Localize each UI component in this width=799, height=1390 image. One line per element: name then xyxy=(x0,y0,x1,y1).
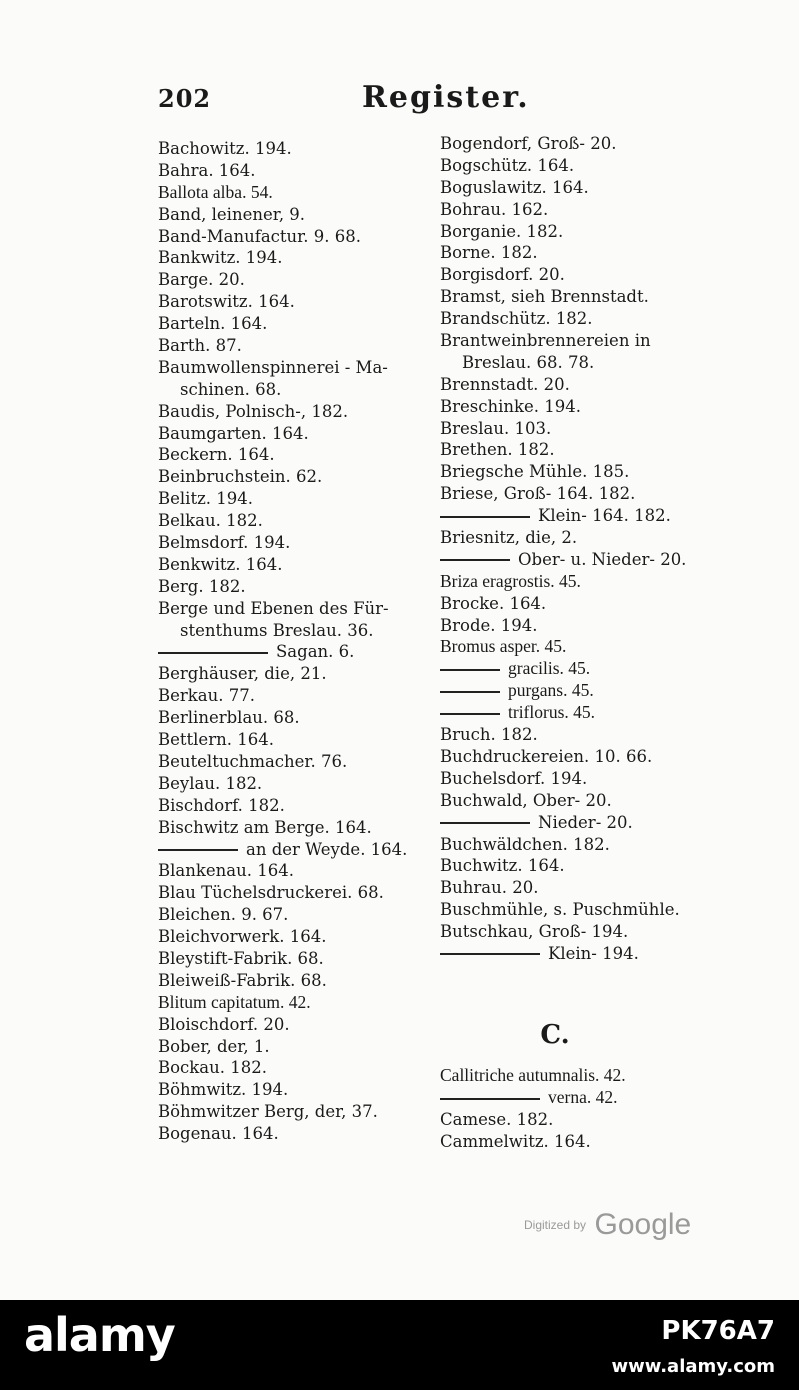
index-entry: Barteln. 164. xyxy=(158,314,268,334)
index-entry: Buschmühle, s. Puschmühle. xyxy=(440,900,680,920)
index-subentry xyxy=(440,680,710,702)
index-entry: Bischdorf. 182. xyxy=(158,795,285,815)
ditto-dash xyxy=(158,652,268,654)
index-subentry xyxy=(440,505,710,527)
index-entry: Buchwäldchen. 182. xyxy=(440,834,610,854)
index-entry: Bogendorf, Groß- 20. xyxy=(440,134,617,153)
index-entry: Böhmwitz. 194. xyxy=(158,1080,289,1100)
index-subentry xyxy=(440,1087,710,1109)
index-entry: Bober, der, 1. xyxy=(158,1036,270,1056)
index-entry: Bleystift-Fabrik. 68. xyxy=(158,948,324,968)
index-entry: Brocke. 164. xyxy=(440,593,547,613)
index-subentry xyxy=(440,549,710,571)
subentry-text: Ober- u. Nieder- 20. xyxy=(518,549,687,569)
index-entry: Beckern. 164. xyxy=(158,445,275,465)
index-entry: Bankwitz. 194. xyxy=(158,248,283,268)
index-entry: Böhmwitzer Berg, der, 37. xyxy=(158,1102,378,1122)
stock-footer-bar xyxy=(0,1300,799,1390)
index-entry: Bleichen. 9. 67. xyxy=(158,905,289,925)
index-entry: Bachowitz. 194. xyxy=(158,139,292,158)
ditto-dash xyxy=(440,669,500,671)
subentry-text: purgans. 45. xyxy=(508,680,594,701)
index-entry: Belitz. 194. xyxy=(158,489,253,509)
index-entry: Belkau. 182. xyxy=(158,511,263,531)
index-entry: Belmsdorf. 194. xyxy=(158,533,291,553)
index-entry: Berghäuser, die, 21. xyxy=(158,664,327,684)
index-entry: Bischwitz am Berge. 164. xyxy=(158,817,372,837)
subentry-text: an der Weyde. 164. xyxy=(246,839,408,859)
alamy-logo: alamy xyxy=(24,1308,175,1362)
ditto-dash xyxy=(440,822,530,824)
subentry-text: triflorus. 45. xyxy=(508,702,596,723)
index-subentry xyxy=(440,943,710,965)
index-entry: Borganie. 182. xyxy=(440,221,564,241)
image-code: PK76A7 xyxy=(661,1316,775,1346)
index-entry: Borgisdorf. 20. xyxy=(440,265,565,285)
page-title: Register. xyxy=(362,80,530,115)
index-entry: Buchdruckereien. 10. 66. xyxy=(440,746,653,766)
index-entry: Brode. 194. xyxy=(440,615,538,635)
index-subentry xyxy=(440,812,710,834)
index-entry: Callitriche autumnalis. 42. xyxy=(440,1064,626,1085)
index-entry: Blankenau. 164. xyxy=(158,861,294,881)
ditto-dash xyxy=(440,516,530,518)
left-index-column xyxy=(158,138,428,1145)
index-subentry xyxy=(440,702,710,724)
index-entry-continuation: stenthums Breslau. 36. xyxy=(180,620,374,640)
index-entry-continuation: schinen. 68. xyxy=(180,379,282,399)
index-entry: Berkau. 77. xyxy=(158,686,255,706)
index-entry: Briesnitz, die, 2. xyxy=(440,528,578,548)
section-heading-c: C. xyxy=(540,1019,570,1050)
index-entry: Bockau. 182. xyxy=(158,1058,267,1078)
index-entry: Baumwollenspinnerei - Ma- xyxy=(158,357,388,377)
index-entry: Buchwitz. 164. xyxy=(440,856,565,876)
index-entry: Briza eragrostis. 45. xyxy=(440,570,581,591)
index-entry: Bramst, sieh Brennstadt. xyxy=(440,287,649,307)
index-entry: Berlinerblau. 68. xyxy=(158,708,300,728)
index-entry: Band-Manufactur. 9. 68. xyxy=(158,226,361,246)
digitized-watermark xyxy=(524,1208,691,1242)
subentry-text: Klein- 164. 182. xyxy=(538,506,671,526)
index-entry: Barotswitz. 164. xyxy=(158,292,295,312)
ditto-dash xyxy=(440,953,540,955)
digitized-prefix: Digitized by xyxy=(524,1218,587,1232)
index-entry: Bahra. 164. xyxy=(158,160,256,180)
ditto-dash xyxy=(440,691,500,693)
footer-url: www.alamy.com xyxy=(611,1356,775,1377)
index-entry: Bleichvorwerk. 164. xyxy=(158,927,327,947)
index-entry: Breschinke. 194. xyxy=(440,396,582,416)
index-entry: Bettlern. 164. xyxy=(158,730,274,750)
index-entry: Baudis, Polnisch-, 182. xyxy=(158,401,349,421)
index-entry: Borne. 182. xyxy=(440,243,538,263)
ditto-dash xyxy=(158,849,238,851)
index-entry: Ballota alba. 54. xyxy=(158,181,273,202)
ditto-dash xyxy=(440,1098,540,1100)
index-entry: Bleiweiß-Fabrik. 68. xyxy=(158,970,327,990)
index-entry: Berg. 182. xyxy=(158,576,246,596)
ditto-dash xyxy=(440,559,510,561)
index-entry: Beuteltuchmacher. 76. xyxy=(158,751,348,771)
ditto-dash xyxy=(440,713,500,715)
index-entry: Bogschütz. 164. xyxy=(440,155,575,175)
index-subentry xyxy=(158,641,428,663)
index-entry: Breslau. 103. xyxy=(440,418,552,438)
index-entry: Barth. 87. xyxy=(158,336,242,356)
index-entry: Bogenau. 164. xyxy=(158,1124,279,1144)
index-entry: Brethen. 182. xyxy=(440,440,555,460)
index-entry: Buhrau. 20. xyxy=(440,878,539,898)
index-subentry xyxy=(440,658,710,680)
right-index-column xyxy=(440,133,710,1152)
index-entry: Beinbruchstein. 62. xyxy=(158,467,323,487)
subentry-text: verna. 42. xyxy=(548,1086,618,1107)
index-entry: Bruch. 182. xyxy=(440,725,538,745)
index-entry: Barge. 20. xyxy=(158,270,245,290)
index-entry: Band, leinener, 9. xyxy=(158,204,306,224)
google-wordmark: Google xyxy=(594,1208,692,1241)
index-entry: Beylau. 182. xyxy=(158,773,263,793)
index-entry: Buchelsdorf. 194. xyxy=(440,768,588,788)
index-entry: Baumgarten. 164. xyxy=(158,423,309,443)
index-entry: Butschkau, Groß- 194. xyxy=(440,922,629,942)
index-entry: Blau Tüchelsdruckerei. 68. xyxy=(158,883,384,903)
subentry-text: Sagan. 6. xyxy=(276,642,355,662)
index-entry-continuation: Breslau. 68. 78. xyxy=(462,352,595,372)
index-entry: Briese, Groß- 164. 182. xyxy=(440,484,636,504)
index-entry: Camese. 182. xyxy=(440,1109,554,1129)
index-subentry xyxy=(158,839,428,861)
index-entry: Brennstadt. 20. xyxy=(440,374,570,394)
index-entry: Berge und Ebenen des Für- xyxy=(158,598,389,618)
index-entry: Blitum capitatum. 42. xyxy=(158,991,311,1012)
index-entry: Bloischdorf. 20. xyxy=(158,1014,290,1034)
subentry-text: Klein- 194. xyxy=(548,943,639,963)
index-entry: Bohrau. 162. xyxy=(440,199,549,219)
page-number: 202 xyxy=(158,84,212,113)
index-entry: Benkwitz. 164. xyxy=(158,554,283,574)
subentry-text: gracilis. 45. xyxy=(508,658,591,679)
subentry-text: Nieder- 20. xyxy=(538,812,633,832)
index-entry: Briegsche Mühle. 185. xyxy=(440,462,630,482)
index-entry: Brantweinbrennereien in xyxy=(440,331,651,351)
index-entry: Buchwald, Ober- 20. xyxy=(440,790,612,810)
index-entry: Brandschütz. 182. xyxy=(440,309,593,329)
index-entry: Boguslawitz. 164. xyxy=(440,177,589,197)
section-spacer xyxy=(440,965,710,1005)
index-entry: Cammelwitz. 164. xyxy=(440,1131,591,1151)
index-entry: Bromus asper. 45. xyxy=(440,636,567,657)
